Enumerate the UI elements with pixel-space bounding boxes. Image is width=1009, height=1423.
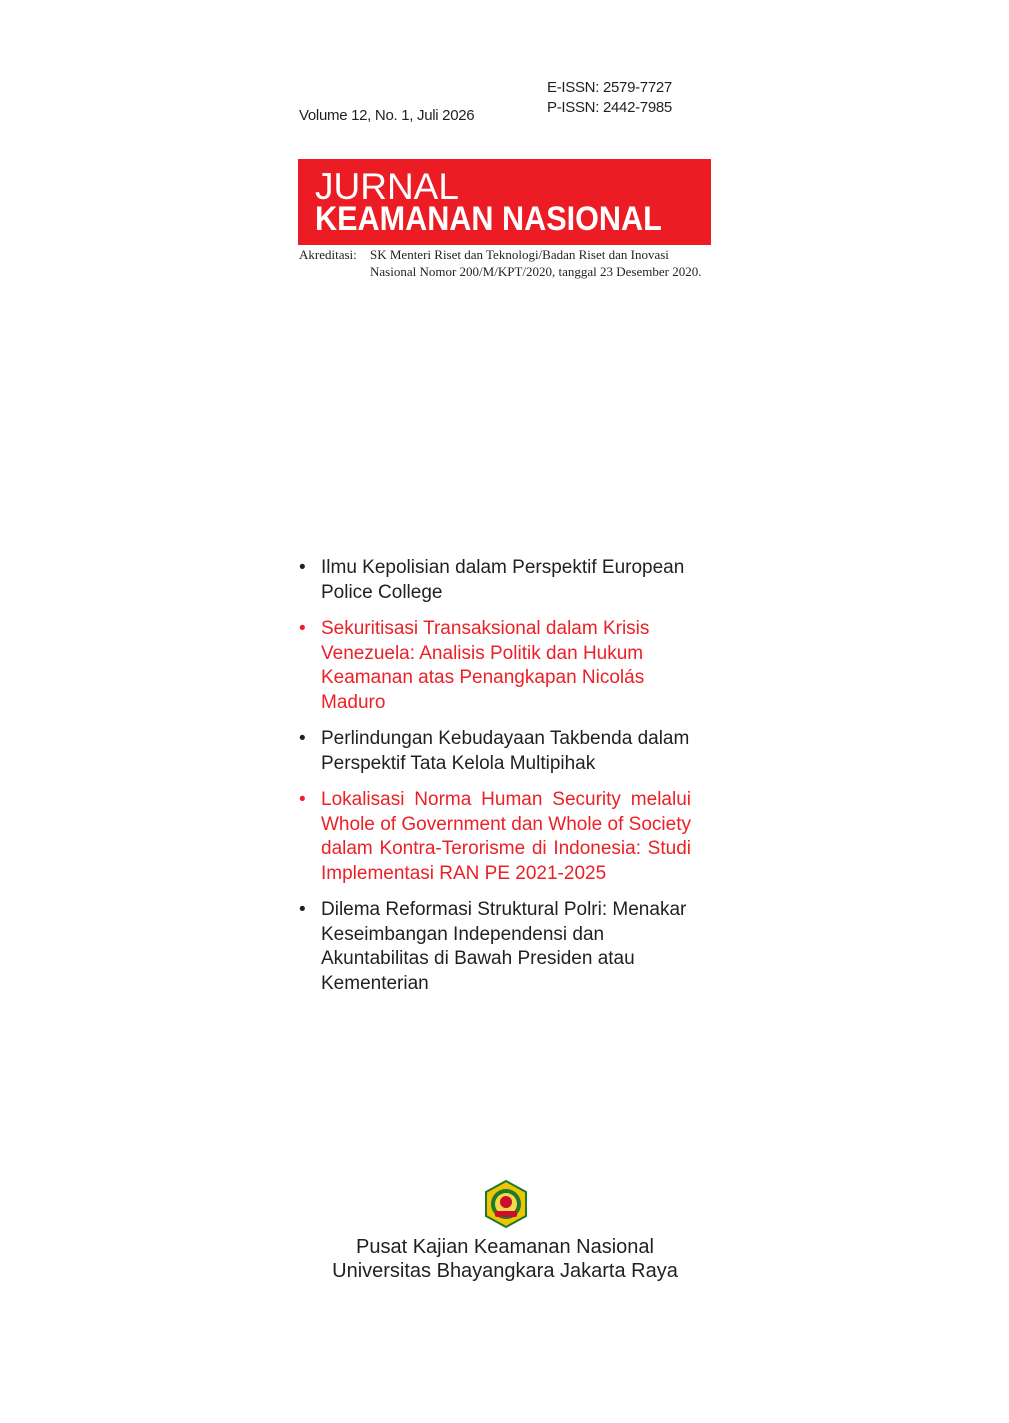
article-item: [299, 556, 691, 605]
p-issn: P-ISSN: 2442-7985: [547, 99, 672, 116]
article-title: Ilmu Kepolisian dalam Perspektif European Police College: [321, 557, 685, 603]
bullet: •: [299, 789, 306, 810]
publisher: [250, 1235, 760, 1283]
bullet: •: [299, 728, 306, 749]
e-issn: E-ISSN: 2579-7727: [547, 79, 672, 96]
publisher-line1: Pusat Kajian Keamanan Nasional: [356, 1236, 654, 1258]
article-item: [299, 617, 691, 715]
journal-title-line2: KEAMANAN NASIONAL: [315, 200, 662, 238]
article-title: Sekuritisasi Transaksional dalam Krisis Venezuela: Analisis Politik dan Hukum Keamanan atas Penangkapan Nicolás Maduro: [321, 618, 650, 713]
accreditation: [299, 246, 719, 280]
journal-title-line1: JURNAL: [315, 166, 459, 207]
article-title: Lokalisasi Norma Human Security melalui Whole of Government dan Whole of Society dalam Kontra-Terorisme di Indonesia: Studi Implementasi RAN PE 2021-2025: [321, 789, 691, 884]
article-title: Dilema Reformasi Struktural Polri: Menakar Keseimbangan Independensi dan Akuntabilitas di Bawah Presiden atau Kementerian: [321, 899, 687, 994]
bullet: •: [299, 899, 306, 920]
bullet: •: [299, 557, 306, 578]
journal-title-banner: [298, 159, 711, 245]
accreditation-label: Akreditasi:: [299, 247, 357, 262]
publisher-line2: Universitas Bhayangkara Jakarta Raya: [332, 1260, 678, 1282]
article-list: [299, 556, 691, 1008]
issn-block: [547, 78, 672, 118]
accreditation-text: SK Menteri Riset dan Teknologi/Badan Riset dan Inovasi Nasional Nomor 200/M/KPT/2020, tanggal 23 Desember 2020.: [370, 247, 702, 279]
volume-info: Volume 12, No. 1, Juli 2026: [299, 107, 475, 124]
university-seal-icon: [482, 1180, 530, 1228]
article-title: Perlindungan Kebudayaan Takbenda dalam Perspektif Tata Kelola Multipihak: [321, 728, 690, 774]
article-item: [299, 898, 691, 996]
bullet: •: [299, 618, 306, 639]
article-item: [299, 727, 691, 776]
article-item: [299, 788, 691, 886]
